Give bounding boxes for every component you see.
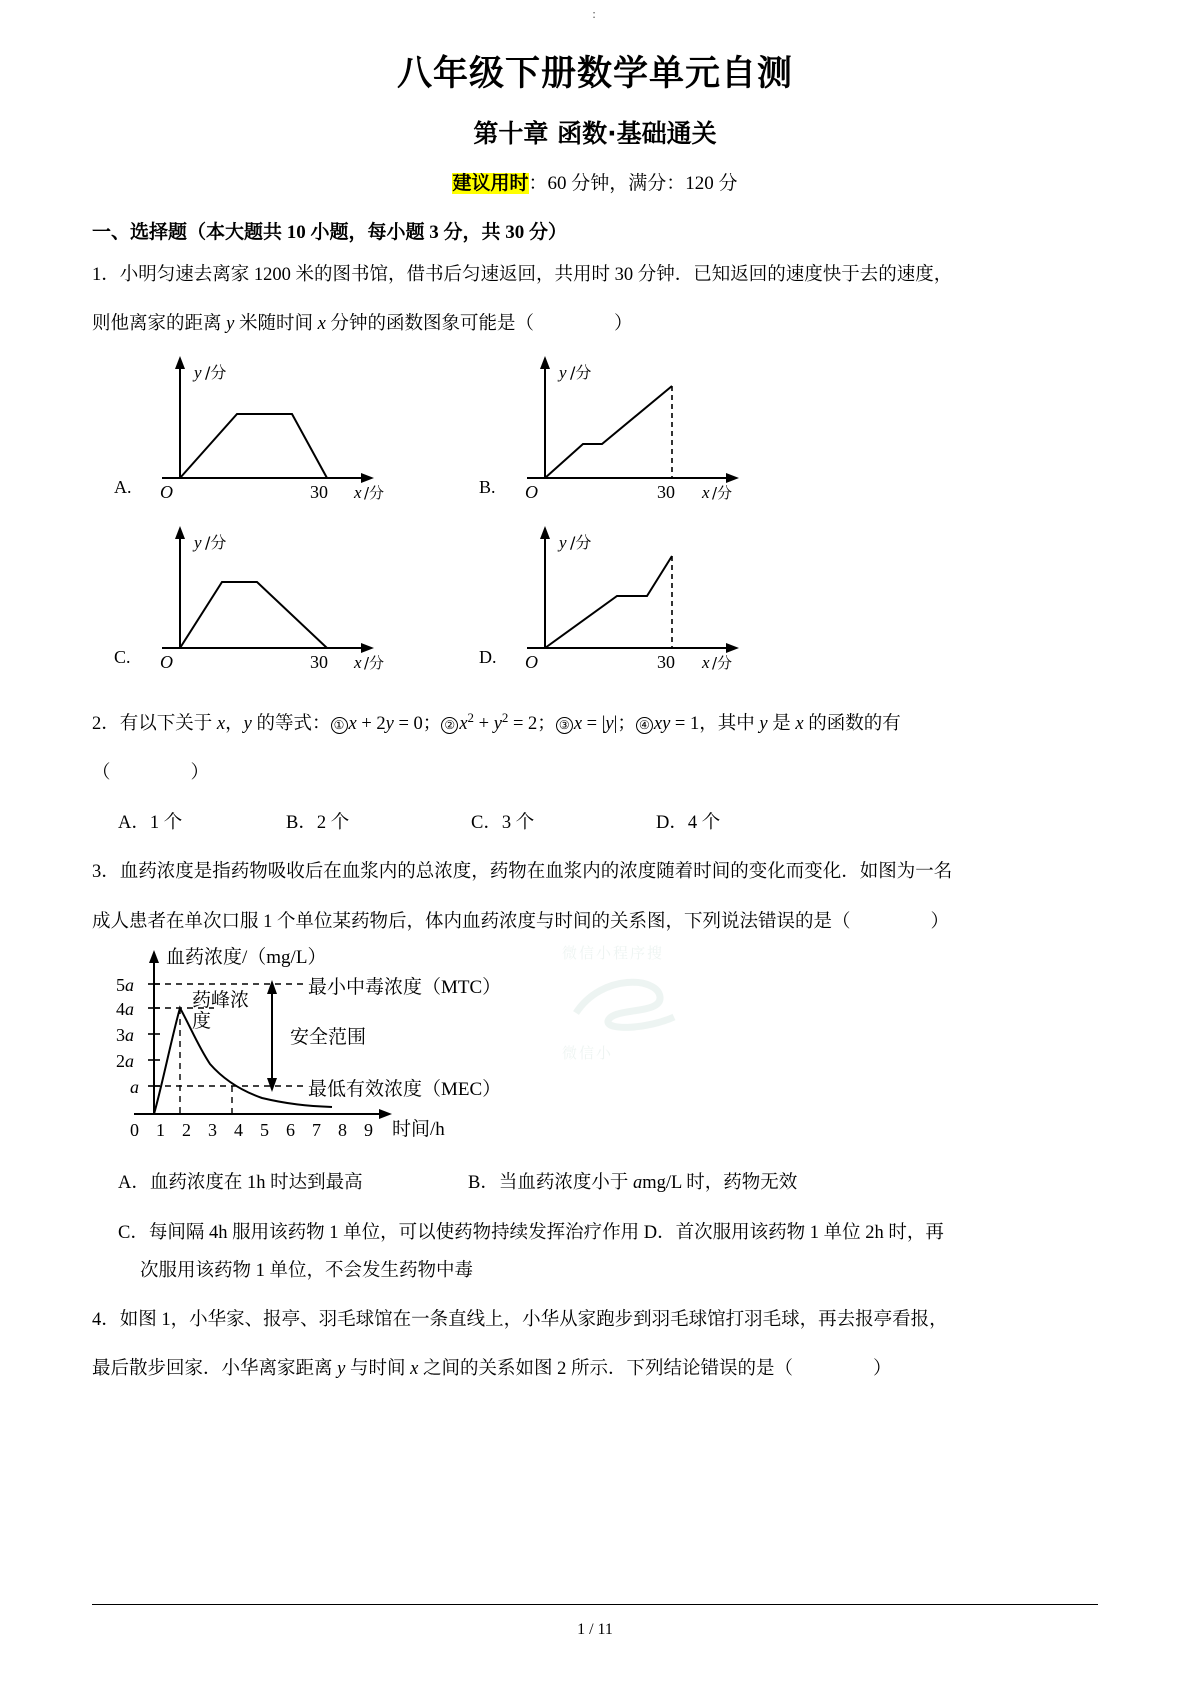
q4-paren-close: ） [872,1358,892,1379]
question-1-text: 小明匀速去离家 1200 米的图书馆，借书后匀速返回，共用时 30 分钟．已知返回的速度快于去的速度， [119,265,953,285]
svg-text:30: 30 [657,482,675,503]
question-4-line2 [92,1351,1098,1387]
q2-e2end: = 2； [508,714,556,735]
page-title: 八年级下册数学单元自测 [396,54,793,94]
q1-l2-a: 则他离家的距离 [92,314,227,335]
svg-text:7: 7 [312,1119,321,1140]
svg-text:5: 5 [260,1119,269,1140]
question-1-line1 [92,257,1098,293]
circled-number-1: ① [331,717,348,734]
q2-option-c[interactable]: C．3 个 [471,813,535,834]
watermark-line-2: 微信小 [562,1044,614,1063]
q2-p2: ， [225,714,244,735]
q2-e2sup: 2 [467,710,474,726]
svg-text:0: 0 [130,1119,139,1140]
q4-var-y: y [337,1358,346,1379]
svg-text:/分: /分 [364,654,385,673]
figure-c-label: C. [114,647,131,668]
figure-option-a [114,352,392,507]
svg-text:1: 1 [156,1119,165,1140]
chart-annotation-mtc: 最小中毒浓度（MTC） [308,976,502,998]
chart-annotation-peak: 药峰浓度 [192,989,250,1033]
question-3-line1 [92,854,1098,890]
figure-option-c [114,522,392,677]
q2-e4end: = 1，其中 [670,714,760,735]
circled-number-2: ② [441,717,458,734]
svg-text:2: 2 [182,1119,191,1140]
page-subtitle: 第十章 函数·基础通关 [473,119,717,148]
q3-text-2: 成人患者在单次口服 1 个单位某药物后，体内血药浓度与时间的关系图，下列说法错误的是（ [92,911,851,932]
q2-option-a[interactable]: A．1 个 [118,813,183,834]
q2-e1x: x [348,714,357,735]
chart-annotation-safe-range: 安全范围 [290,1026,367,1048]
svg-text:6: 6 [286,1119,295,1140]
q2-e2sup2: 2 [501,710,509,726]
svg-text:4: 4 [234,1119,243,1140]
q3-option-b-pre: B．当血药浓度小于 [468,1172,633,1193]
svg-text:30: 30 [310,482,328,503]
svg-text:8: 8 [338,1119,347,1140]
svg-text:/分: /分 [570,533,592,553]
q2-e2mid: + [474,714,494,735]
svg-text:x: x [702,653,710,673]
q2-e1y: y [385,714,394,735]
q2-e2y: y [493,714,502,735]
q2-var-y2: y [759,714,768,735]
q2-var-x2: x [795,714,804,735]
q2-e4x: x [653,714,663,735]
svg-text:x: x [354,483,362,503]
figure-option-b [479,352,757,507]
svg-text:O: O [160,652,173,673]
q1-l2-c: 分钟的函数图象可能是（ [325,314,534,335]
question-2-number: 2． [92,714,120,735]
timing-line [92,168,1098,195]
question-4-number: 4． [92,1309,120,1330]
question-1-line2 [92,306,1098,342]
q2-e3y: y [605,714,614,735]
q2-e3end: |； [613,714,636,735]
svg-text:3a: 3a [116,1024,134,1045]
figure-b-svg [497,352,757,502]
svg-text:y: y [194,533,202,553]
svg-text:x: x [702,483,710,503]
q1-var-x: x [317,314,326,335]
page-top-marker: : [592,6,598,21]
q4-l2a: 最后散步回家．小华离家距离 [92,1358,338,1379]
q4-var-x: x [410,1358,419,1379]
q2-e2x: x [459,714,468,735]
q2-p1: 有以下关于 [119,714,217,735]
svg-text:30: 30 [310,652,328,673]
q2-p3: 的等式： [251,714,331,735]
q3-option-a[interactable]: A．血药浓度在 1h 时达到最高 [118,1172,363,1193]
q2-option-b[interactable]: B．2 个 [286,813,350,834]
svg-text:a: a [130,1076,139,1097]
q4-l2c: 之间的关系如图 2 所示．下列结论错误的是（ [418,1358,793,1379]
question-3-options-row-1 [92,1165,1098,1201]
footer-divider [92,1604,1098,1605]
q2-e1end: = 0； [393,714,442,735]
figure-a-label: A. [114,477,132,498]
chart-y-axis-label: 血药浓度/（mg/L） [166,946,327,968]
timing-highlight: 建议用时 [452,173,529,194]
question-3-options-row-3[interactable]: 次服用该药物 1 单位，不会发生药物中毒 [140,1260,474,1281]
timing-rest: ：60 分钟，满分：120 分 [528,173,738,194]
svg-text:O: O [525,482,538,503]
watermark-line-1: 微信小程序搜 [562,944,665,963]
q2-e3mid: = | [582,714,606,735]
q1-l2-d: ） [613,314,633,335]
question-2-line1 [92,705,1098,742]
q4-l2b: 与时间 [345,1358,411,1379]
svg-text:y: y [559,533,567,553]
q3-text-1: 血药浓度是指药物吸收后在血浆内的总浓度，药物在血浆内的浓度随着时间的变化而变化．如图为一名 [119,862,953,883]
question-3-line2 [92,904,1098,940]
q2-p5: 的函数的有 [803,714,901,735]
figure-d-svg [497,522,757,672]
svg-text:3: 3 [208,1119,217,1140]
svg-text:O: O [160,482,173,503]
section-heading: 一、选择题（本大题共 10 小题，每小题 3 分，共 30 分） [92,222,568,243]
question-2-options [92,805,1098,841]
svg-text:2a: 2a [116,1050,134,1071]
figure-d-label: D. [479,647,497,668]
svg-text:/分: /分 [712,484,733,503]
q2-var-y1: y [243,714,252,735]
question-3-options-row-2[interactable]: C．每间隔 4h 服用该药物 1 单位，可以使药物持续发挥治疗作用 D．首次服用该药物 1 单位 2h 时，再 [118,1222,944,1243]
circled-number-4: ④ [636,717,653,734]
svg-text:/分: /分 [364,484,385,503]
q2-paren-open: （ [92,763,111,784]
question-2-line2 [92,755,1098,791]
page-number: 1 / 11 [577,1621,613,1638]
q3-option-b[interactable] [468,1165,797,1201]
q2-p4: 是 [767,714,796,735]
q2-var-x1: x [216,714,226,735]
svg-text:/分: /分 [570,363,592,383]
chart-annotation-mec: 最低有效浓度（MEC） [308,1078,502,1100]
figure-option-d [479,522,757,677]
figure-a-svg [132,352,392,502]
svg-text:/分: /分 [205,363,227,383]
figure-b-label: B. [479,477,496,498]
chart-x-axis-label: 时间/h [392,1118,445,1140]
svg-text:/分: /分 [712,654,733,673]
svg-text:/分: /分 [205,533,227,553]
svg-text:5a: 5a [116,974,134,995]
q2-option-d[interactable]: D．4 个 [656,813,721,834]
q3-option-b-var: a [632,1172,643,1193]
svg-text:y: y [559,363,567,383]
circled-number-3: ③ [556,717,573,734]
svg-text:x: x [354,653,362,673]
svg-text:9: 9 [364,1119,373,1140]
q3-paren-close: ） [930,911,950,932]
svg-text:4a: 4a [116,998,134,1019]
question-4-line1 [92,1302,1098,1338]
q1-l2-b: 米随时间 [234,314,318,335]
figure-c-svg [132,522,392,672]
question-3-number: 3． [92,862,120,883]
svg-text:O: O [525,652,538,673]
q1-var-y: y [226,314,235,335]
svg-text:y: y [194,363,202,383]
q2-e3x: x [573,714,583,735]
q2-paren-close: ） [190,763,210,784]
question-1-number: 1． [92,265,120,285]
q4-text-1: 如图 1，小华家、报亭、羽毛球馆在一条直线上，小华从家跑步到羽毛球馆打羽毛球，再去报亭看报， [119,1309,948,1330]
q2-e1mid: + 2 [356,714,386,735]
q3-option-b-post: mg/L 时，药物无效 [642,1172,798,1193]
q2-e4y: y [662,714,671,735]
svg-text:30: 30 [657,652,675,673]
question-3-figure [92,946,1098,1151]
